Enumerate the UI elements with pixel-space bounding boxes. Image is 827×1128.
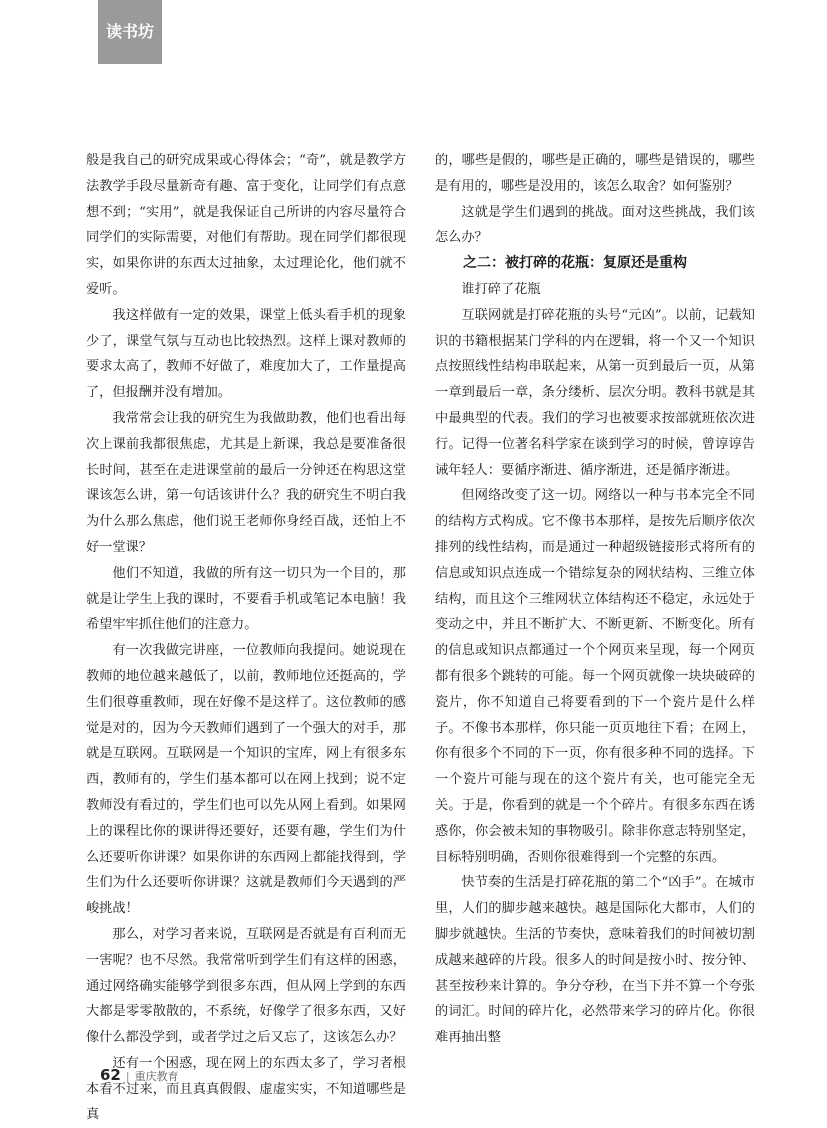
left-column xyxy=(86,148,406,1128)
paragraph: 有一次我做完讲座，一位教师向我提问。她说现在教师的地位越来越低了，以前，教师地位还挺高的，学生们很尊重教师，现在好像不是这样了。这位教师的感觉是对的，因为今天教师们遇到了一个强大的对手，那就是互联网。互联网是一个知识的宝库，网上有很多东西，教师有的，学生们基本都可以在网上找到；说不定教师没有看过的，学生们也可以先从网上看到。如果网上的课程比你的课讲得还要好，还要有趣，学生们为什么还要听你讲课？如果你讲的东西网上都能找得到，学生们为什么还要听你讲课？这就是教师们今天遇到的严峻挑战！ xyxy=(86,643,406,917)
paragraph: 但网络改变了这一切。网络以一种与书本完全不同的结构方式构成。它不像书本那样，是按先后顺序依次排列的线性结构，而是通过一种超级链接形式将所有的信息或知识点连成一个错综复杂的网状结构、三维立体结构，而且这个三维网状立体结构还不稳定，永远处于变动之中，并且不断扩大、不断更新、不断变化。所有的信息或知识点都通过一个个网页来呈现，每一个网页都有很多个跳转的可能。每一个网页就像一块块破碎的瓷片，你不知道自己将要看到的下一个瓷片是什么样子。不像书本那样，你只能一页页地往下看；在网上，你有很多个不同的下一页，你有很多种不同的选择。下一个瓷片可能与现在的这个瓷片有关，也可能完全无关。于是，你看到的就是一个个碎片。有很多东西在诱惑你，你会被未知的事物吸引。除非你意志特别坚定，目标特别明确，否则你很难得到一个完整的东西。 xyxy=(435,488,755,865)
paragraph: 我常常会让我的研究生为我做助教，他们也看出每次上课前我都很焦虑，尤其是上新课，我总是要准备很长时间，甚至在走进课堂前的最后一分钟还在构思这堂课该怎么讲，第一句话该讲什么？我的研究生不明白我为什么那么焦虑，他们说王老师你身经百战，还怕上不好一堂课？ xyxy=(86,410,406,555)
right-body xyxy=(435,303,755,1051)
publication-name: 重庆教育 xyxy=(134,1070,179,1083)
right-column xyxy=(435,148,755,1051)
section-heading: 之二：被打碎的花瓶：复原还是重构 xyxy=(463,255,687,272)
paragraph: 的，哪些是假的，哪些是正确的，哪些是错误的，哪些是有用的，哪些是没用的，该怎么取舍？如何鉴别？ xyxy=(435,153,755,194)
section-tab: 读书坊 xyxy=(98,0,162,64)
page-number: 62 xyxy=(100,1066,121,1084)
paragraph: 般是我自己的研究成果或心得体会；“奇”，就是教学方法教学手段尽量新奇有趣、富于变化，让同学们有点意想不到；“实用”，就是我保证自己所讲的内容尽量符合同学们的实际需要，对他们有帮助。现在同学们都很现实，如果你讲的东西太过抽象，太过理论化，他们就不爱听。 xyxy=(86,153,406,297)
paragraph: 互联网就是打碎花瓶的头号“元凶”。以前，记载知识的书籍根据某门学科的内在逻辑，将一个又一个知识点按照线性结构串联起来，从第一页到最后一页，从第一章到最后一章，条分缕析、层次分明。教科书就是其中最典型的代表。我们的学习也被要求按部就班依次进行。记得一位著名科学家在谈到学习的时候，曾谆谆告诫年轻人：要循序渐进、循序渐进，还是循序渐进。 xyxy=(435,307,755,478)
sub-heading: 谁打碎了花瓶 xyxy=(461,281,541,297)
paragraph: 快节奏的生活是打碎花瓶的第二个“凶手”。在城市里，人们的脚步越来越快。越是国际化大都市，人们的脚步就越快。生活的节奏快，意味着我们的时间被切割成越来越碎的片段。很多人的时间是按小时、按分钟、甚至按秒来计算的。争分夺秒，在当下并不算一个夸张的词汇。时间的碎片化，必然带来学习的碎片化。你很难再抽出整 xyxy=(435,875,755,1046)
footer-separator: | xyxy=(125,1070,130,1083)
paragraph: 我这样做有一定的效果，课堂上低头看手机的现象少了，课堂气氛与互动也比较热烈。这样上课对教师的要求太高了，教师不好做了，难度加大了，工作量提高了，但报酬并没有增加。 xyxy=(86,307,406,401)
paragraph: 那么，对学习者来说，互联网是否就是有百利而无一害呢？也不尽然。我常常听到学生们有这样的困惑，通过网络确实能够学到很多东西，但从网上学到的东西大都是零零散散的，不系统，好像学了很多东西，又好像什么都没学到，或者学过之后又忘了，这该怎么办？ xyxy=(86,926,406,1046)
page-footer xyxy=(100,1065,179,1084)
paragraph: 还有一个困惑，现在网上的东西太多了，学习者根本看不过来，而且真真假假、虚虚实实，不知道哪些是真 xyxy=(86,1055,406,1123)
paragraph: 这就是学生们遇到的挑战。面对这些挑战，我们该怎么办？ xyxy=(435,204,755,246)
right-intro xyxy=(435,148,755,251)
paragraph: 他们不知道，我做的所有这一切只为一个目的，那就是让学生上我的课时，不要看手机或笔记本电脑！我希望牢牢抓住他们的注意力。 xyxy=(86,565,406,633)
